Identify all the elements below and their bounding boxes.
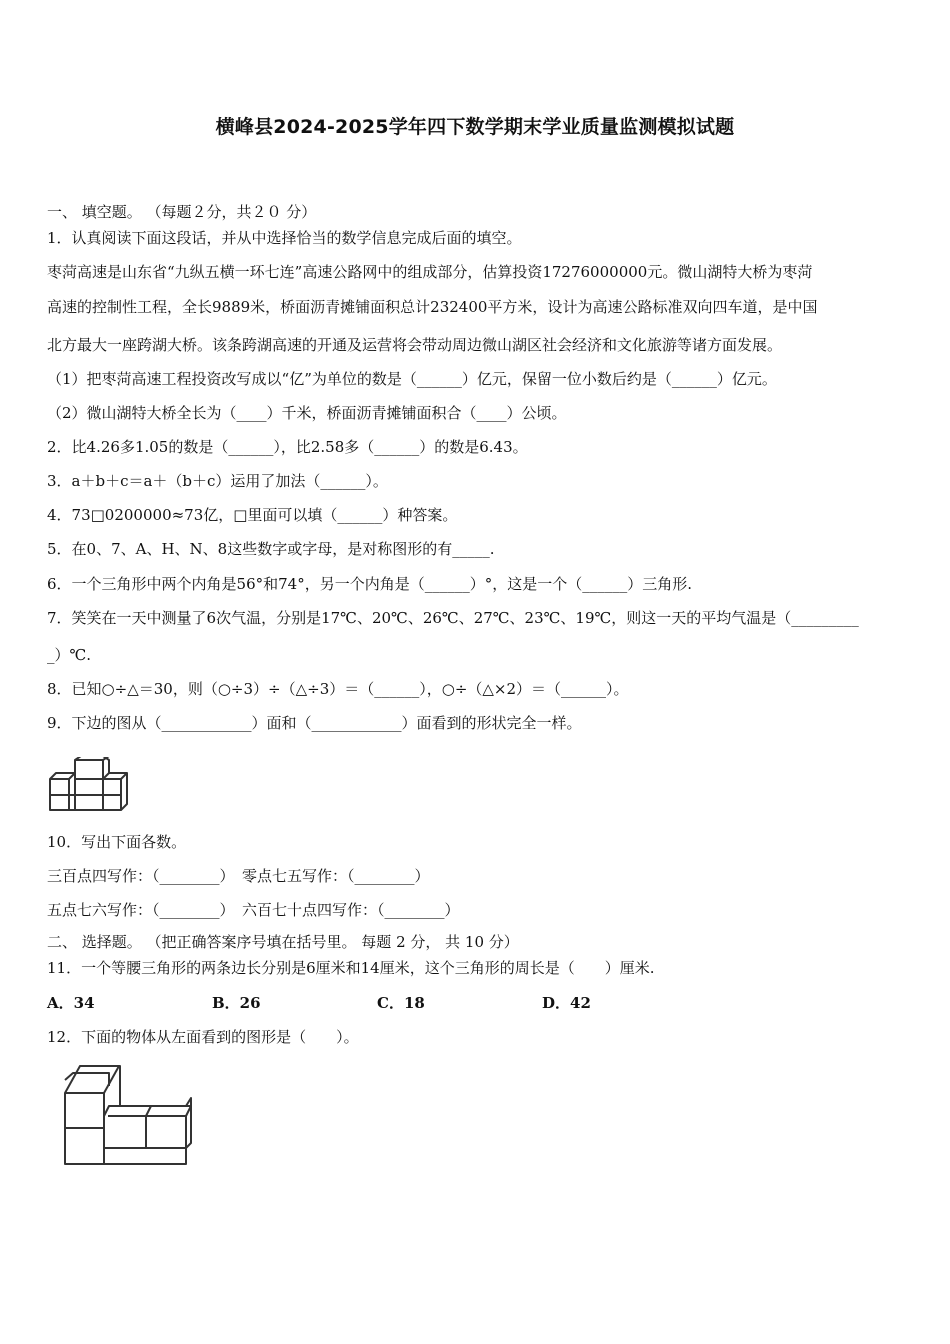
question-9: 9．下边的图从（____________）面和（____________）面看到的形状完全一样。 xyxy=(47,714,582,732)
question-8: 8．已知○÷△＝30，则（○÷3）÷（△÷3）＝（______），○÷（△×2）＝（______）。 xyxy=(47,680,629,698)
question-3: 3．a＋b＋c＝a＋（b＋c）运用了加法（______）。 xyxy=(47,472,388,490)
question-11: 11．一个等腰三角形的两条边长分别是6厘米和14厘米，这个三角形的周长是（ ）厘米. xyxy=(47,959,655,977)
question-1-part-1: （1）把枣菏高速工程投资改写成以“亿”为单位的数是（______）亿元，保留一位小数后约是（______）亿元。 xyxy=(47,370,777,388)
cube-l-shape-figure-icon xyxy=(60,1058,196,1168)
question-1-part-2: （2）微山湖特大桥全长为（____）千米，桥面沥青摊铺面积合（____）公顷。 xyxy=(47,404,567,422)
question-7-continued: _）℃. xyxy=(47,646,92,664)
passage-line-2: 高速的控制性工程，全长9889米，桥面沥青摊铺面积总计232400平方米，设计为高速公路标准双向四车道，是中国 xyxy=(47,298,818,316)
question-6: 6．一个三角形中两个内角是56°和74°，另一个内角是（______）°，这是一个（______）三角形. xyxy=(47,575,692,593)
option-d: D．42 xyxy=(542,994,591,1012)
question-5: 5．在0、7、A、H、N、8这些数字或字母，是对称图形的有_____. xyxy=(47,540,495,558)
passage-line-3: 北方最大一座跨湖大桥。该条跨湖高速的开通及运营将会带动周边微山湖区社会经济和文化旅游等诸方面发展。 xyxy=(47,336,783,354)
page-title: 横峰县2024-2025学年四下数学期末学业质量监测模拟试题 xyxy=(215,116,735,138)
question-4: 4．73□0200000≈73亿，□里面可以填（______）种答案。 xyxy=(47,506,458,524)
question-10-row-2: 五点七六写作：（________） 六百七十点四写作：（________） xyxy=(47,901,460,919)
section-2-heading: 二、 选择题。 （把正确答案序号填在括号里。 每题 2 分， 共 10 分） xyxy=(47,933,519,951)
section-1-heading: 一、 填空题。 （每题２分，共２０ 分） xyxy=(47,203,317,221)
question-2: 2．比4.26多1.05的数是（______），比2.58多（______）的数是6.43。 xyxy=(47,438,528,456)
cube-stack-figure-icon xyxy=(47,757,129,817)
option-b: B．26 xyxy=(212,994,261,1012)
question-12: 12．下面的物体从左面看到的图形是（ ）。 xyxy=(47,1028,359,1046)
question-7: 7．笑笑在一天中测量了6次气温，分别是17℃、20℃、26℃、27℃、23℃、19℃，则这一天的平均气温是（_________ xyxy=(47,609,859,627)
passage-line-1: 枣菏高速是山东省“九纵五横一环七连”高速公路网中的组成部分，估算投资17276000000元。微山湖特大桥为枣菏 xyxy=(47,263,813,281)
option-c: C．18 xyxy=(377,994,425,1012)
question-10-row-1: 三百点四写作：（________） 零点七五写作：（________） xyxy=(47,867,430,885)
question-1: 1．认真阅读下面这段话，并从中选择恰当的数学信息完成后面的填空。 xyxy=(47,229,522,247)
question-10: 10．写出下面各数。 xyxy=(47,833,187,851)
option-a: A．34 xyxy=(47,994,95,1012)
